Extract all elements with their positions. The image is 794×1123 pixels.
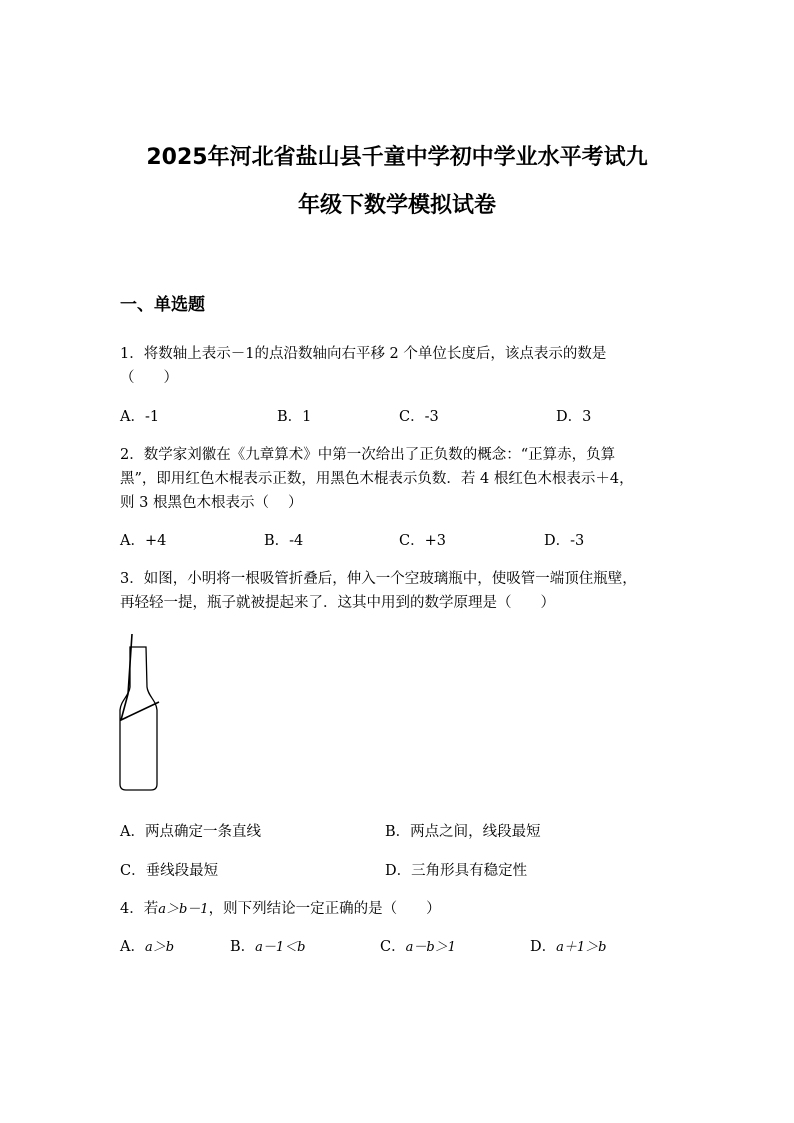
section-heading: 一、单选题: [120, 295, 205, 315]
q2-text-line-3: 则 3 根黑色木根表示（ ）: [120, 495, 303, 511]
exam-title-line-1: 2025年河北省盐山县千童中学初中学业水平考试九: [146, 145, 648, 170]
q3-option-b: B．两点之间，线段最短: [385, 824, 541, 840]
q3-text-line-2: 再轻轻一提，瓶子就被提起来了．这其中用到的数学原理是（ ）: [120, 595, 555, 611]
q3-option-d: D．三角形具有稳定性: [385, 863, 528, 879]
q4-text: [120, 897, 441, 918]
q1-option-c: C．-3: [399, 409, 439, 425]
q1-text-line-1: 1．将数轴上表示－1的点沿数轴向右平移 2 个单位长度后，该点表示的数是: [120, 346, 607, 362]
q4-option-d-label: D．: [530, 939, 557, 955]
bottle-straw-figure: [112, 632, 172, 797]
q2-option-c: C．+3: [399, 533, 446, 549]
q4-option-b-label: B．: [230, 939, 256, 955]
q4-option-c-label: C．: [380, 939, 406, 955]
q3-text-line-1: 3．如图，小明将一根吸管折叠后，伸入一个空玻璃瓶中，使吸管一端顶住瓶壁，: [120, 571, 637, 587]
q2-option-a: A．+4: [120, 533, 167, 549]
q3-option-a: A．两点确定一条直线: [120, 824, 261, 840]
q4-option-b: [230, 935, 306, 956]
q4-option-a-expr: a＞b: [144, 940, 175, 955]
q4-prefix: 4．若: [120, 901, 159, 917]
q4-option-a: [120, 935, 174, 956]
exam-title-line-2: 年级下数学模拟试卷: [297, 193, 496, 218]
q4-condition: a＞b－1: [158, 902, 209, 917]
q2-option-d: D．-3: [544, 533, 585, 549]
q4-option-c-expr: a－b＞1: [405, 940, 456, 955]
q4-option-b-expr: a－1＜b: [255, 940, 306, 955]
q2-text-line-1: 2．数学家刘徽在《九章算术》中第一次给出了正负数的概念：“正算赤，负算: [120, 447, 616, 463]
q4-option-d: [530, 935, 606, 956]
exam-title: [0, 134, 794, 230]
q4-option-c: [380, 935, 456, 956]
q2-text-line-2: 黑”，即用红色木棍表示正数，用黑色木棍表示负数．若 4 根红色木根表示＋4，: [120, 471, 634, 487]
q1-option-b: B．1: [277, 409, 312, 425]
q4-suffix: ，则下列结论一定正确的是（ ）: [208, 901, 441, 917]
q4-option-d-expr: a＋1＞b: [556, 940, 607, 955]
q1-option-a: A．-1: [120, 409, 160, 425]
q2-option-b: B．-4: [264, 533, 304, 549]
q1-option-d: D．3: [556, 409, 592, 425]
q3-option-c: C．垂线段最短: [120, 863, 219, 879]
q4-option-a-label: A．: [120, 939, 145, 955]
q1-text-line-2: （ ）: [120, 370, 178, 386]
